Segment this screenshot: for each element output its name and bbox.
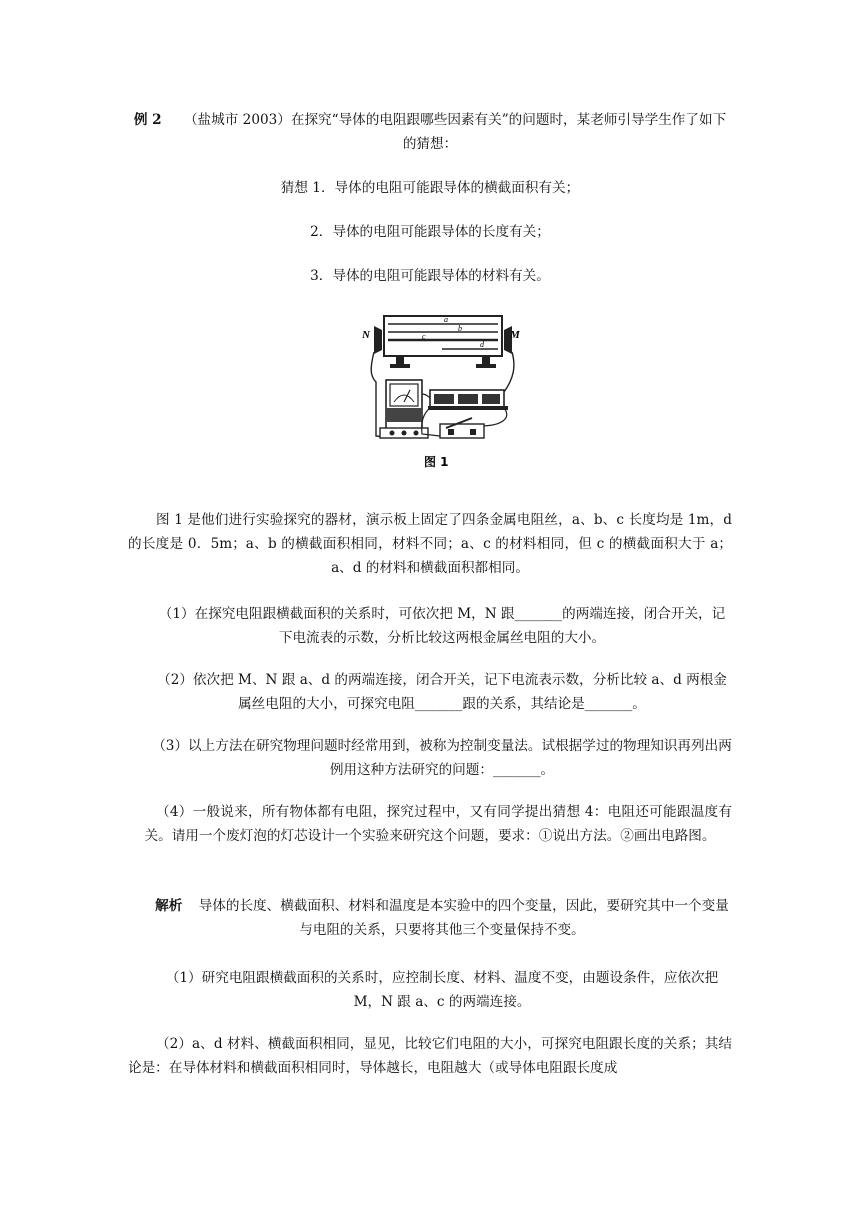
analysis-text: 导体的长度、横截面积、材料和温度是本实验中的四个变量，因此，要研究其中一个变量与电阻的关系，只要将其他三个变量保持不变。 (198, 898, 729, 938)
circuit-figure (362, 308, 522, 478)
example-text: （盐城市 2003）在探究“导体的电阻跟哪些因素有关”的问题时，某老师引导学生作了如下的猜想： (183, 112, 727, 152)
analysis-paragraph (152, 894, 732, 942)
wire-d-label: d (480, 340, 484, 349)
question-1: （1）在探究电阻跟横截面积的关系时，可依次把 M，N 跟_______的两端连接，闭合开关，记下电流表的示数，分析比较这两根金属丝电阻的大小。 (158, 606, 726, 646)
circuit-diagram (362, 308, 522, 478)
analysis-label: 解析 (155, 898, 183, 914)
figure-caption: 图 1 (424, 455, 449, 469)
wire-a-label: a (444, 315, 448, 324)
left-stand (396, 356, 404, 364)
question-4: （4）一般说来，所有物体都有电阻，探究过程中，又有同学提出猜想 4：电阻还可能跟温度有关。请用一个废灯泡的灯芯设计一个实验来研究这个问题，要求：①说出方法。②画出电路图。 (144, 804, 732, 844)
answer-1: （1）研究电阻跟横截面积的关系时，应控制长度、材料、温度不变，由题设条件，应依次把 M，N 跟 a、c 的两端连接。 (165, 970, 719, 1010)
question-2: （2）依次把 M、N 跟 a、d 的两端连接，闭合开关，记下电流表示数，分析比较 a、d 两根金属丝电阻的大小，可探究电阻_______跟的关系，其结论是_______。 (157, 672, 727, 712)
clip-n (374, 326, 382, 354)
hypothesis-2: 2．导体的电阻可能跟导体的长度有关； (310, 224, 550, 240)
description-paragraph: 图 1 是他们进行实验探究的器材，演示板上固定了四条金属电阻丝，a、b、c 长度均是 1m，d 的长度是 0．5m；a、b 的横截面积相同，材料不同；a、c 的材料相同，但 c 的横截面积大于 a；a、d 的材料和横截面积都相同。 (128, 512, 732, 576)
wire-b-label: b (458, 324, 462, 333)
example-paragraph (128, 108, 732, 156)
label-m: M (510, 329, 520, 341)
hypothesis-1: 猜想 1．导体的电阻可能跟导体的横截面积有关； (280, 180, 580, 196)
hypothesis-3: 3．导体的电阻可能跟导体的材料有关。 (310, 268, 550, 284)
wire-right (504, 352, 514, 392)
switch (440, 424, 484, 438)
answer-2: （2）a、d 材料、横截面积相同，显见，比较它们电阻的大小，可探究电阻跟长度的关系；其结论是：在导体材料和横截面积相同时，导体越长，电阻越大（或导体电阻跟长度成 (128, 1036, 732, 1076)
wire-c-label: c (422, 332, 426, 341)
demo-board (384, 316, 502, 356)
label-n: N (362, 329, 370, 341)
example-label: 例 2 (133, 112, 162, 128)
question-3: （3）以上方法在研究物理问题时经常用到，被称为控制变量法。试根据学过的物理知识再列出两例用这种方法研究的问题：_______。 (152, 738, 732, 778)
right-stand (482, 356, 490, 364)
